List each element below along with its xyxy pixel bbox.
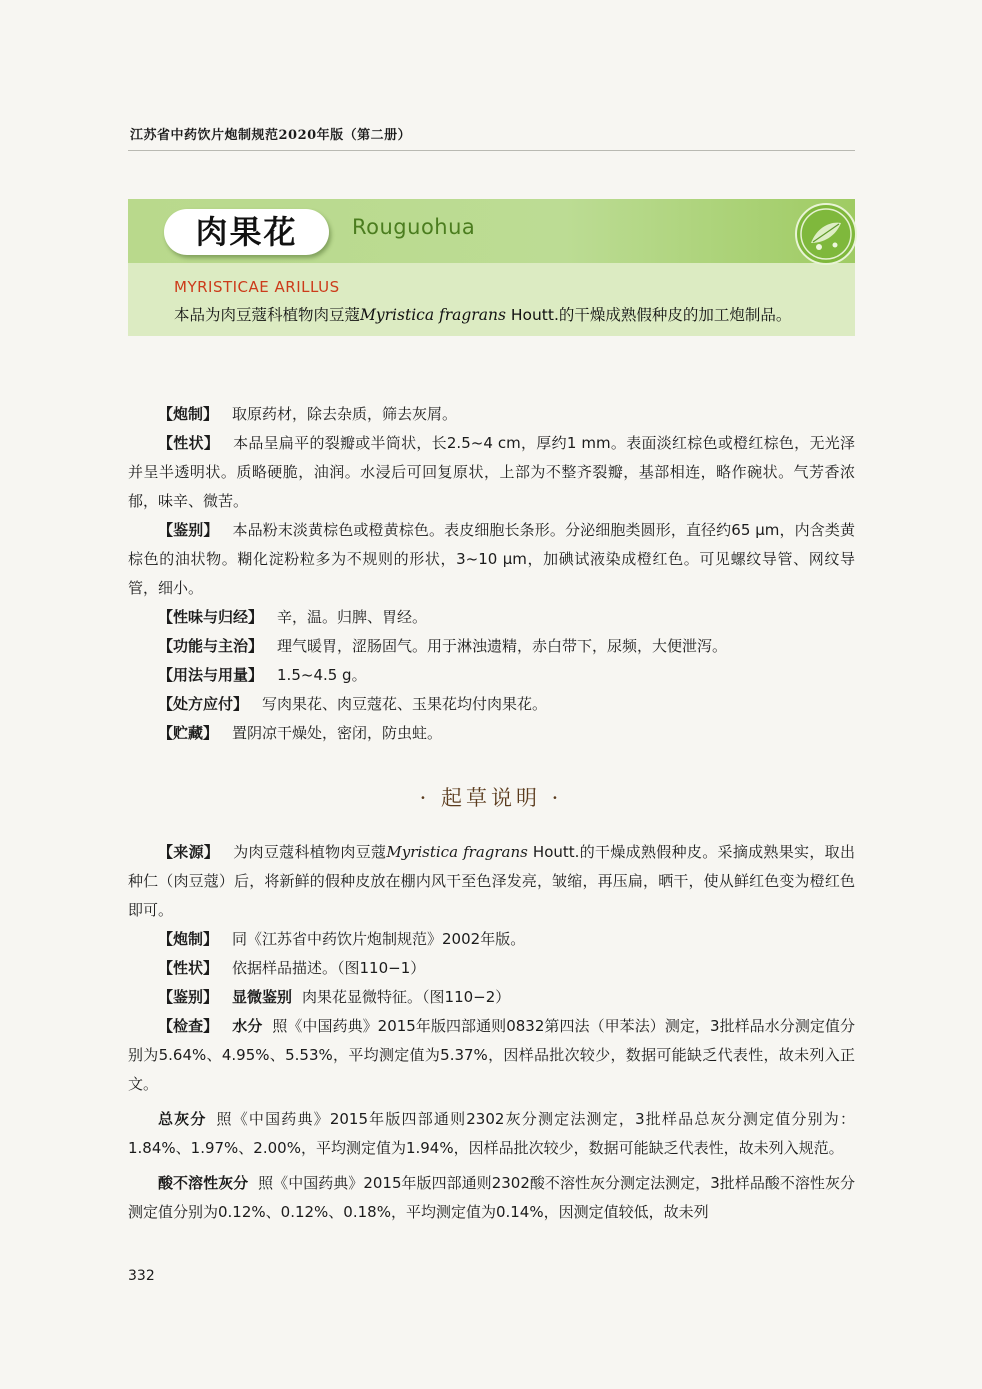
drafting-body: [128, 838, 855, 1227]
title-pill: [164, 209, 329, 255]
microscopic-subheading: 显微鉴别: [232, 988, 293, 1006]
item-label: 【功能与主治】: [158, 637, 264, 655]
monograph-paragraph: [128, 516, 855, 603]
processing-text: 同《江苏省中药饮片炮制规范》2002年版。: [232, 930, 526, 948]
page-number: 332: [128, 1268, 155, 1284]
item-text: 置阴凉干燥处，密闭，防虫蛀。: [232, 724, 443, 742]
source-text: 为肉豆蔻科植物肉豆蔻: [233, 843, 387, 861]
acid-ash-text: 照《中国药典》2015年版四部通则2302酸不溶性灰分测定法测定，3批样品酸不溶性灰分测定值分别为0.12%、0.12%、0.18%，平均测定值为0.14%，因测定值较低，故未列: [128, 1174, 855, 1221]
drafting-paragraph: [128, 954, 855, 983]
monograph-paragraph: [128, 429, 855, 516]
item-label: 【贮藏】: [158, 724, 219, 742]
drafting-paragraph: [128, 1169, 855, 1227]
source-label: 【来源】: [158, 843, 220, 861]
banner-title-strip: [128, 199, 855, 263]
item-label: 【性味与归经】: [158, 608, 264, 626]
identification-label: 【鉴别】: [158, 988, 219, 1006]
monograph-paragraph: [128, 719, 855, 748]
item-text: 本品粉末淡黄棕色或橙黄棕色。表皮细胞长条形。分泌细胞类圆形，直径约65 μm，内含类黄棕色的油状物。糊化淀粉粒多为不规则的形状，3~10 μm，加碘试液染成橙红色。可见螺纹导管、网纹导管，细小。: [128, 521, 855, 597]
processing-label: 【炮制】: [158, 930, 219, 948]
entry-title: 肉果花: [195, 213, 298, 251]
drafting-paragraph: [128, 983, 855, 1012]
monograph-paragraph: [128, 661, 855, 690]
drafting-paragraph: [128, 925, 855, 954]
ash-subheading: 总灰分: [158, 1110, 207, 1128]
monograph-body: [128, 400, 855, 748]
water-text: 照《中国药典》2015年版四部通则0832第四法（甲苯法）测定，3批样品水分测定值分别为5.64%、4.95%、5.53%，平均测定值为5.37%，因样品批次较少，数据可能缺乏代表性，故未列入正文。: [128, 1017, 855, 1093]
item-text: 理气暖胃，涩肠固气。用于淋浊遗精，赤白带下，尿频，大便泄泻。: [277, 637, 728, 655]
header-rule: [128, 150, 855, 151]
item-label: 【鉴别】: [158, 521, 219, 539]
running-head: 江苏省中药饮片炮制规范2020年版（第二册）: [130, 128, 412, 143]
description-text: 本品为肉豆蔻科植物肉豆蔻: [174, 306, 361, 324]
drafting-paragraph: [128, 1105, 855, 1163]
identification-text: 肉果花显微特征。（图110−2）: [302, 988, 511, 1006]
drafting-paragraph: [128, 838, 855, 925]
monograph-paragraph: [128, 603, 855, 632]
water-subheading: 水分: [232, 1017, 263, 1035]
section-title: · 起草说明 ·: [419, 786, 563, 810]
monograph-banner: [128, 199, 855, 336]
species-name: Myristica fragrans: [360, 306, 506, 324]
species-name: Myristica fragrans: [386, 843, 528, 861]
item-label: 【性状】: [158, 434, 220, 452]
check-label: 【检查】: [158, 1017, 219, 1035]
item-label: 【用法与用量】: [158, 666, 264, 684]
drafting-paragraph: [128, 1012, 855, 1099]
item-text: 写肉果花、肉豆蔻花、玉果花均付肉果花。: [262, 695, 548, 713]
character-text: 依据样品描述。（图110−1）: [232, 959, 426, 977]
latin-name: MYRISTICAE ARILLUS: [174, 278, 340, 296]
item-text: 本品呈扁平的裂瓣或半筒状，长2.5~4 cm，厚约1 mm。表面淡红棕色或橙红棕色，无光泽并呈半透明状。质略硬脆，油润。水浸后可回复原状，上部为不整齐裂瓣，基部相连，略作碗状。气芳香浓郁，味辛、微苦。: [128, 434, 855, 510]
item-label: 【炮制】: [158, 405, 219, 423]
ash-text: 照《中国药典》2015年版四部通则2302灰分测定法测定，3批样品总灰分测定值分别为：1.84%、1.97%、2.00%，平均测定值为1.94%，因样品批次较少，数据可能缺乏代表性，故未列入规范。: [128, 1110, 855, 1157]
entry-pinyin: Rouguohua: [352, 215, 476, 239]
description-text-end: Houtt.的干燥成熟假种皮的加工炮制品。: [505, 306, 792, 324]
source-text-end: Houtt.的干燥成熟假种皮。采摘成熟果实，取出种仁（肉豆蔻）后，将新鲜的假种皮放在棚内风干至色泽发亮，皱缩，再压扁，晒干，使从鲜红色变为橙红色即可。: [128, 843, 855, 919]
item-label: 【处方应付】: [158, 695, 249, 713]
monograph-paragraph: [128, 400, 855, 429]
item-text: 取原药材，除去杂质，筛去灰屑。: [232, 405, 458, 423]
monograph-paragraph: [128, 632, 855, 661]
item-text: 辛，温。归脾、胃经。: [277, 608, 428, 626]
monograph-paragraph: [128, 690, 855, 719]
item-text: 1.5~4.5 g。: [277, 666, 367, 684]
herb-emblem-icon: [795, 203, 857, 265]
character-label: 【性状】: [158, 959, 219, 977]
acid-ash-subheading: 酸不溶性灰分: [158, 1174, 249, 1192]
entry-description: [174, 303, 791, 325]
